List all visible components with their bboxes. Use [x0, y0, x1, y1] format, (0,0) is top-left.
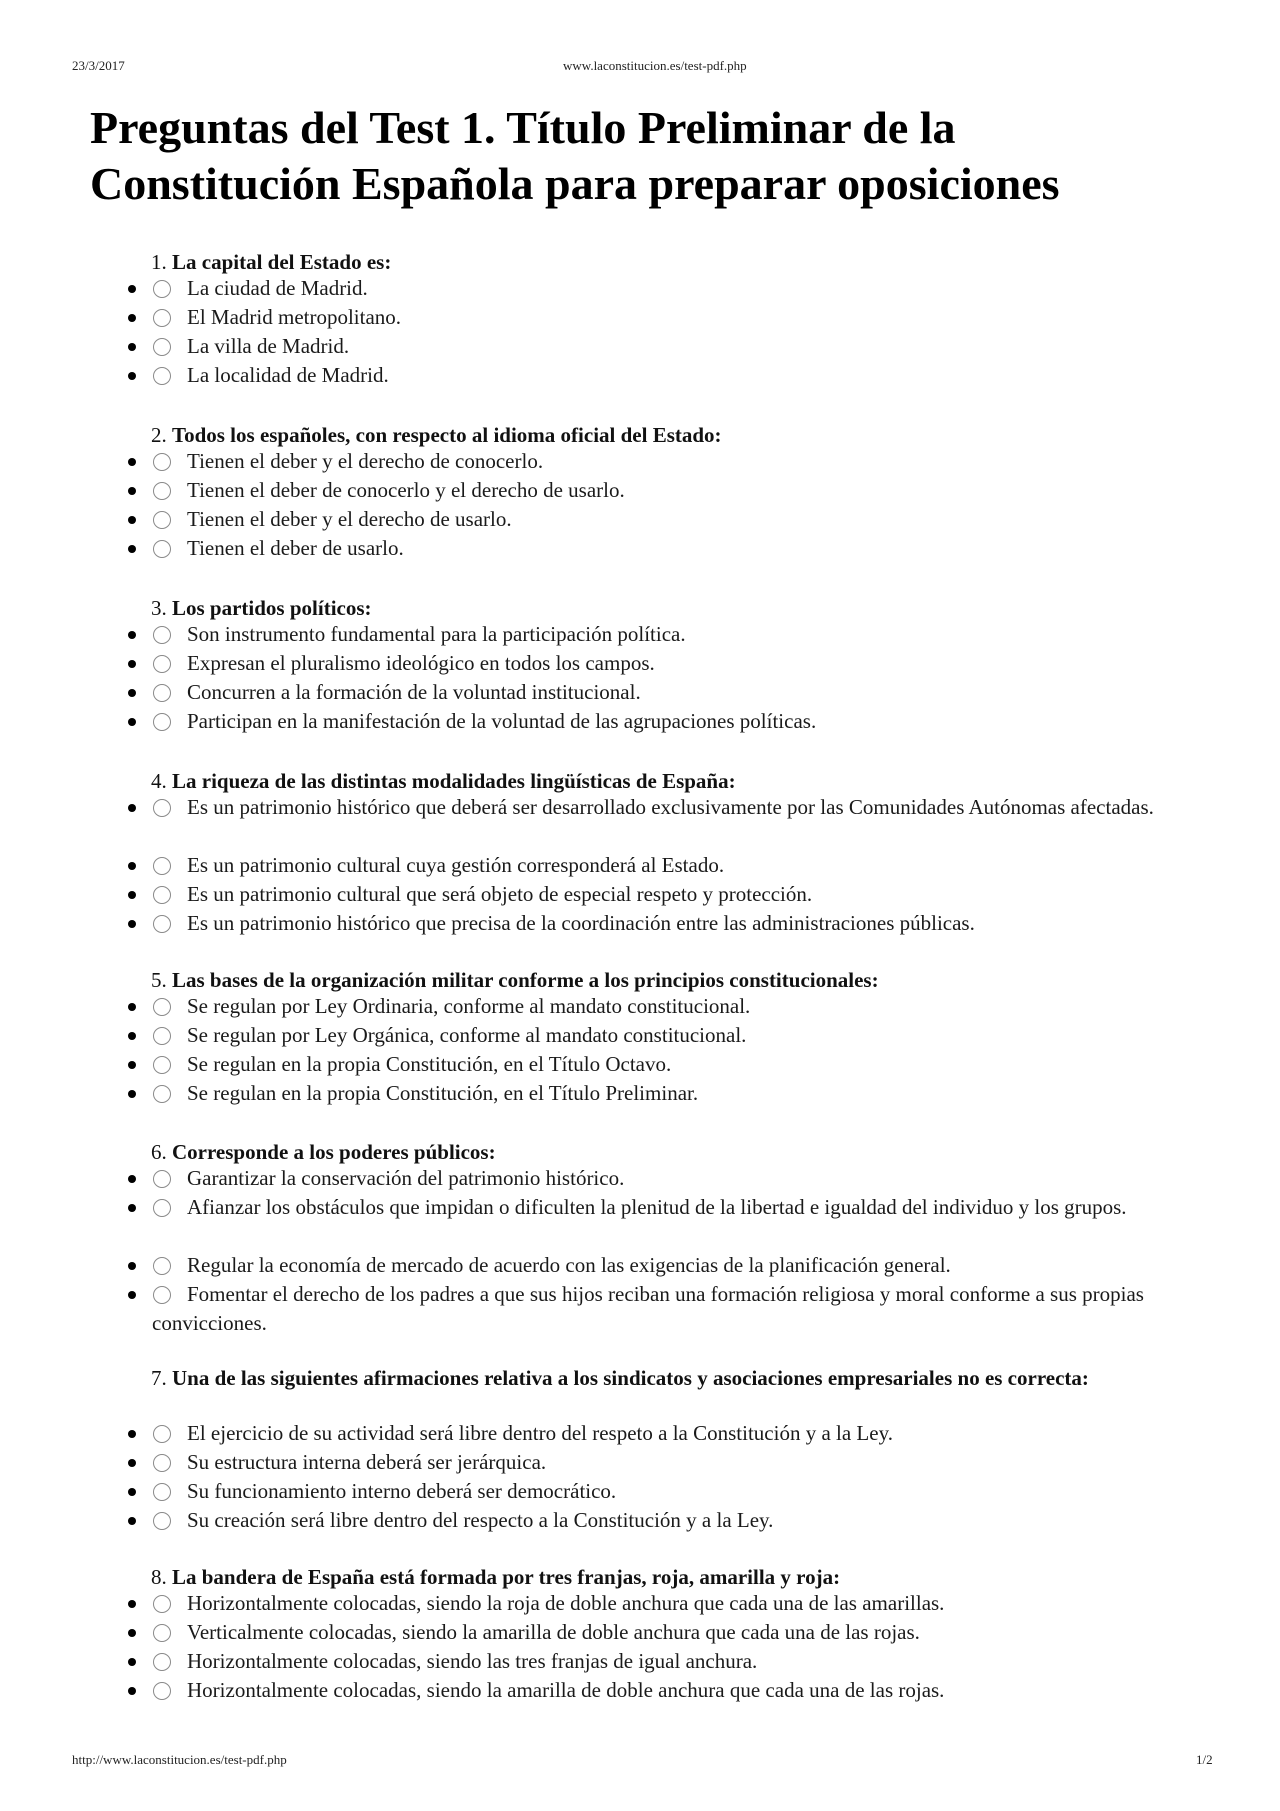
answer-option-label: El Madrid metropolitano. — [187, 305, 402, 329]
bullet-icon — [128, 631, 136, 639]
answer-option-label: Garantizar la conservación del patrimonio histórico. — [187, 1166, 625, 1190]
radio-button[interactable] — [153, 1286, 171, 1304]
radio-button[interactable] — [153, 1027, 171, 1045]
question-number: 5. — [151, 968, 167, 992]
question-number: 8. — [151, 1565, 167, 1589]
bullet-icon — [128, 1600, 136, 1608]
bullet-icon — [128, 1003, 136, 1011]
radio-button[interactable] — [153, 309, 171, 327]
radio-button[interactable] — [153, 1257, 171, 1275]
question-heading — [151, 594, 1191, 623]
answer-option-label: Expresan el pluralismo ideológico en todos los campos. — [187, 651, 655, 675]
radio-button[interactable] — [153, 540, 171, 558]
question-text: Todos los españoles, con respecto al idioma oficial del Estado: — [172, 423, 722, 447]
radio-button[interactable] — [153, 511, 171, 529]
bullet-icon — [128, 285, 136, 293]
answer-option-label: Es un patrimonio histórico que precisa de la coordinación entre las administraciones públicas. — [187, 911, 975, 935]
answer-option-label: Su funcionamiento interno deberá ser democrático. — [187, 1479, 617, 1503]
bullet-icon — [128, 1488, 136, 1496]
radio-button[interactable] — [153, 998, 171, 1016]
radio-button[interactable] — [153, 1425, 171, 1443]
print-header-url: www.laconstitucion.es/test-pdf.php — [563, 58, 747, 73]
bullet-icon — [128, 545, 136, 553]
answer-option-label: Se regulan por Ley Orgánica, conforme al mandato constitucional. — [187, 1023, 747, 1047]
answer-option-label: Su creación será libre dentro del respecto a la Constitución y a la Ley. — [187, 1508, 774, 1532]
answer-option-label: Tienen el deber y el derecho de usarlo. — [187, 507, 512, 531]
answer-option-label: Participan en la manifestación de la voluntad de las agrupaciones políticas. — [187, 709, 817, 733]
bullet-icon — [128, 660, 136, 668]
answer-option-label: Es un patrimonio cultural cuya gestión corresponderá al Estado. — [187, 853, 725, 877]
radio-button[interactable] — [153, 1682, 171, 1700]
bullet-icon — [128, 718, 136, 726]
answer-option-label: Afianzar los obstáculos que impidan o dificulten la plenitud de la libertad e igualdad del individuo y los grupos. — [187, 1195, 1127, 1219]
answer-option-label: Horizontalmente colocadas, siendo las tres franjas de igual anchura. — [187, 1649, 758, 1673]
question-number: 3. — [151, 596, 167, 620]
answer-option-label: Verticalmente colocadas, siendo la amarilla de doble anchura que cada una de las rojas. — [187, 1620, 920, 1644]
page-number: 1/2 — [1196, 1752, 1213, 1767]
radio-button[interactable] — [153, 626, 171, 644]
radio-button[interactable] — [153, 1170, 171, 1188]
radio-button[interactable] — [153, 1595, 171, 1613]
bullet-icon — [128, 920, 136, 928]
answer-option-label: Horizontalmente colocadas, siendo la roja de doble anchura que cada una de las amarillas. — [187, 1591, 945, 1615]
bullet-icon — [128, 343, 136, 351]
bullet-icon — [128, 1517, 136, 1525]
question-number: 1. — [151, 250, 167, 274]
radio-button[interactable] — [153, 367, 171, 385]
radio-button[interactable] — [153, 1624, 171, 1642]
question-text: Una de las siguientes afirmaciones relativa a los sindicatos y asociaciones empresariales no es correcta: — [172, 1366, 1089, 1390]
question-text: La riqueza de las distintas modalidades lingüísticas de España: — [172, 769, 736, 793]
radio-button[interactable] — [153, 338, 171, 356]
question-heading — [151, 1364, 1191, 1393]
page-title: Preguntas del Test 1. Título Preliminar de la Constitución Española para preparar oposiciones — [90, 102, 1060, 209]
radio-button[interactable] — [153, 1454, 171, 1472]
question-text: Los partidos políticos: — [172, 596, 372, 620]
question-heading — [151, 1563, 1191, 1592]
radio-button[interactable] — [153, 713, 171, 731]
answer-option-label: Es un patrimonio cultural que será objeto de especial respeto y protección. — [187, 882, 813, 906]
radio-button[interactable] — [153, 1512, 171, 1530]
question-number: 6. — [151, 1140, 167, 1164]
answer-option-label: La ciudad de Madrid. — [187, 276, 368, 300]
radio-button[interactable] — [153, 1653, 171, 1671]
bullet-icon — [128, 1061, 136, 1069]
answer-option-label: Concurren a la formación de la voluntad institucional. — [187, 680, 641, 704]
answer-option-label: Son instrumento fundamental para la participación política. — [187, 622, 686, 646]
bullet-icon — [128, 1032, 136, 1040]
answer-option-label: La localidad de Madrid. — [187, 363, 389, 387]
bullet-icon — [128, 862, 136, 870]
print-footer-url: http://www.laconstitucion.es/test-pdf.php — [72, 1752, 287, 1767]
answer-option-label: Se regulan en la propia Constitución, en el Título Octavo. — [187, 1052, 672, 1076]
radio-button[interactable] — [153, 1056, 171, 1074]
answer-option-label: La villa de Madrid. — [187, 334, 350, 358]
question-text: La capital del Estado es: — [172, 250, 392, 274]
question-heading — [151, 421, 1191, 450]
radio-button[interactable] — [153, 886, 171, 904]
bullet-icon — [128, 1291, 136, 1299]
radio-button[interactable] — [153, 857, 171, 875]
radio-button[interactable] — [153, 482, 171, 500]
radio-button[interactable] — [153, 915, 171, 933]
question-text: La bandera de España está formada por tres franjas, roja, amarilla y roja: — [172, 1565, 841, 1589]
bullet-icon — [128, 1430, 136, 1438]
question-number: 2. — [151, 423, 167, 447]
answer-option-label: Se regulan por Ley Ordinaria, conforme al mandato constitucional. — [187, 994, 751, 1018]
bullet-icon — [128, 891, 136, 899]
bullet-icon — [128, 1262, 136, 1270]
answer-option-label: Tienen el deber de usarlo. — [187, 536, 404, 560]
bullet-icon — [128, 1175, 136, 1183]
question-heading — [151, 966, 1191, 995]
radio-button[interactable] — [153, 684, 171, 702]
bullet-icon — [128, 1459, 136, 1467]
bullet-icon — [128, 1090, 136, 1098]
bullet-icon — [128, 1687, 136, 1695]
answer-option-label: El ejercicio de su actividad será libre dentro del respeto a la Constitución y a la Ley. — [187, 1421, 893, 1445]
question-number: 4. — [151, 769, 167, 793]
question-heading — [151, 1138, 1191, 1167]
bullet-icon — [128, 1629, 136, 1637]
bullet-icon — [128, 458, 136, 466]
question-heading — [151, 248, 1191, 277]
bullet-icon — [128, 689, 136, 697]
radio-button[interactable] — [153, 1199, 171, 1217]
bullet-icon — [128, 1658, 136, 1666]
answer-option-label: Fomentar el derecho de los padres a que sus hijos reciban una formación religiosa y moral conforme a sus propias convicciones. — [152, 1282, 1144, 1335]
answer-option-label: Tienen el deber de conocerlo y el derecho de usarlo. — [187, 478, 625, 502]
radio-button[interactable] — [153, 1483, 171, 1501]
radio-button[interactable] — [153, 799, 171, 817]
answer-option-label: Su estructura interna deberá ser jerárquica. — [187, 1450, 547, 1474]
answer-option-label: Tienen el deber y el derecho de conocerlo. — [187, 449, 544, 473]
question-heading — [151, 767, 1191, 796]
answer-option-label: Es un patrimonio histórico que deberá ser desarrollado exclusivamente por las Comunidades Autónomas afectadas. — [187, 795, 1154, 819]
bullet-icon — [128, 1204, 136, 1212]
question-text: Las bases de la organización militar conforme a los principios constitucionales: — [172, 968, 879, 992]
answer-option-label: Horizontalmente colocadas, siendo la amarilla de doble anchura que cada una de las rojas. — [187, 1678, 945, 1702]
radio-button[interactable] — [153, 655, 171, 673]
question-number: 7. — [151, 1366, 167, 1390]
radio-button[interactable] — [153, 453, 171, 471]
answer-option-label: Regular la economía de mercado de acuerdo con las exigencias de la planificación general. — [187, 1253, 951, 1277]
radio-button[interactable] — [153, 1085, 171, 1103]
bullet-icon — [128, 314, 136, 322]
bullet-icon — [128, 804, 136, 812]
radio-button[interactable] — [153, 280, 171, 298]
bullet-icon — [128, 487, 136, 495]
question-text: Corresponde a los poderes públicos: — [172, 1140, 496, 1164]
bullet-icon — [128, 516, 136, 524]
answer-option-label: Se regulan en la propia Constitución, en el Título Preliminar. — [187, 1081, 699, 1105]
bullet-icon — [128, 372, 136, 380]
print-date: 23/3/2017 — [72, 58, 125, 73]
